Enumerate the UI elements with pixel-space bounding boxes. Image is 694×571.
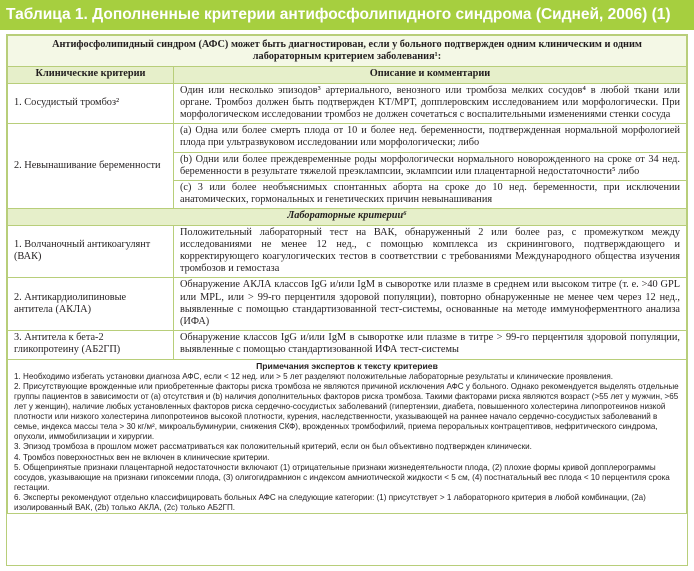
table-title: Таблица 1. Дополненные критерии антифосфолипидного синдрома (Сидней, 2006) (1): [6, 6, 671, 23]
criterion-description: (c) 3 или более необъяснимых спонтанных аборта на сроке до 10 нед. беременности, при исключении анатомических, гормональных и генетических причин невынашивания: [174, 181, 687, 209]
criterion-description: Обнаружение АКЛА классов IgG и/или IgM в сыворотке или плазме в среднем или высоком титре (т. е. >40 GPL или MPL, или > 99-го перцентиля здоровой популяции), повторно обнаруженные не менее чем через 12 нед., выявленные с помощью стандартизованной тест-системы, основанные на методе иммуноферментного анализа (ИФА): [174, 278, 687, 331]
lab-header-row: [8, 209, 687, 225]
criteria-table-frame: [6, 34, 688, 566]
criterion-description: Обнаружение классов IgG и/или IgM в сыворотке или плазме в титре > 99-го перцентиля здоровой популяции, выявленные с помощью стандартизованной ИФА тест-системы: [174, 331, 687, 359]
footnote: 2. Присутствующие врожденные или приобретенные факторы риска тромбоза не являются причиной исключения АФС у больного. Однако рекомендуется выделять отдельные группы пациентов в зависимости от (a) отсутствия и (b) наличия дополнительных факторов риска тромбоза. Такими факторами риска являются возраст (>55 лет у мужчин, >65 лет у женщин), наличие любых установленных факторов риска сердечно-сосудистых заболеваний (гипертензии, диабета, повышенного холестерина липопротеинов низкой плотности или низкого холестерина липопротеинов высокой плотности, курения, наследственности, указывающей на раннее начало сердечно-сосудистых заболеваний в семье, индекса массы тела > 30 кг/м², микроальбуминурии, снижения СКФ), врожденных тромбофилий, приема пероральных контрацептивов, нефритического синдрома, опухоли, иммобилизации и хирургии.: [14, 381, 679, 442]
description-column-header: Описание и комментарии: [174, 67, 687, 83]
criterion-anticardiolipin: 2. Антикардиолипиновые антитела (АКЛА): [8, 278, 174, 331]
criterion-description: Один или несколько эпизодов³ артериального, венозного или тромбоза мелких сосудов⁴ в любой ткани или органе. Тромбоз должен быть подтвержден КТ/МРТ, допплеровским исследованием или морфологически. При морфологическом исследовании тромбоз не должен сочетаться с воспалительными изменениями стенки сосуда: [174, 83, 687, 124]
title-bar: [0, 0, 694, 30]
footnote: 6. Эксперты рекомендуют отдельно классифицировать больных АФС на следующие категории: (1) присутствует > 1 лабораторного критерия в любой комбинации, (2a) изолированный ВАК, (2b) только АКЛА, (2c) только АБ2ГП.: [14, 492, 646, 512]
table-row: [8, 83, 687, 124]
notes-row: [8, 359, 687, 513]
notes-title: Примечания экспертов к тексту критериев: [256, 360, 438, 371]
footnote: 1. Необходимо избегать установки диагноза АФС, если < 12 нед. или > 5 лет разделяют положительные лабораторные результаты и клинические проявления.: [14, 371, 613, 381]
intro-row: [8, 36, 687, 67]
criterion-lupus-anticoagulant: 1. Волчаночный антикоагулянт (ВАК): [8, 225, 174, 278]
intro-text: Антифосфолипидный синдром (АФС) может быть диагностирован, если у больного подтвержден одним клиническим и одним лабораторным критерием заболевания¹:: [8, 36, 687, 67]
criterion-vascular-thrombosis: 1. Сосудистый тромбоз²: [8, 83, 174, 124]
notes-section: [8, 359, 687, 513]
table-row: [8, 278, 687, 331]
footnote: 5. Общепринятые признаки плацентарной недостаточности включают (1) отрицательные признаки жизнедеятельности плода, (2) плохие формы кривой допплерограммы сосудов, указывающие на признаки гипоксемии плода, (3) олигогидрамнион с индексом амниотической жидкости < 5 см, (4) постнатальный вес плода < 10 перцентиля срока гестации.: [14, 462, 670, 492]
table-row: [8, 331, 687, 359]
lab-criteria-header: Лабораторные критерии⁶: [8, 209, 687, 225]
criteria-table: [7, 35, 687, 514]
criterion-description: (b) Одни или более преждевременные роды морфологически нормального новорожденного на сроке от 34 нед. беременности в результате тяжелой преэклампсии, эклампсии или плацентарной недостаточности⁵ либо: [174, 152, 687, 180]
criterion-pregnancy-loss: 2. Невынашивание беременности: [8, 124, 174, 209]
table-row: [8, 124, 687, 152]
criterion-beta2-glycoprotein: 3. Антитела к бета-2 гликопротеину (АБ2ГП): [8, 331, 174, 359]
criterion-description: Положительный лабораторный тест на ВАК, обнаруженный 2 или более раз, с промежутком между исследованиями не менее 12 нед., с помощью комплекса из скринингового, подтверждающего и корректирующего коагулогических тестов в соответствии с требованиями Международного общества изучения тромбозов и гемостаза: [174, 225, 687, 278]
table-row: [8, 225, 687, 278]
criteria-column-header: Клинические критерии: [8, 67, 174, 83]
column-header-row: [8, 67, 687, 83]
footnote: 3. Эпизод тромбоза в прошлом может рассматриваться как положительный критерий, если он был объективно подтвержден клинически.: [14, 442, 532, 452]
footnote: 4. Тромбоз поверхностных вен не включен в клинические критерии.: [14, 452, 270, 462]
criterion-description: (a) Одна или более смерть плода от 10 и более нед. беременности, подтвержденная нормальной морфологией плода при ультразвуковом исследовании или морфологически; либо: [174, 124, 687, 152]
